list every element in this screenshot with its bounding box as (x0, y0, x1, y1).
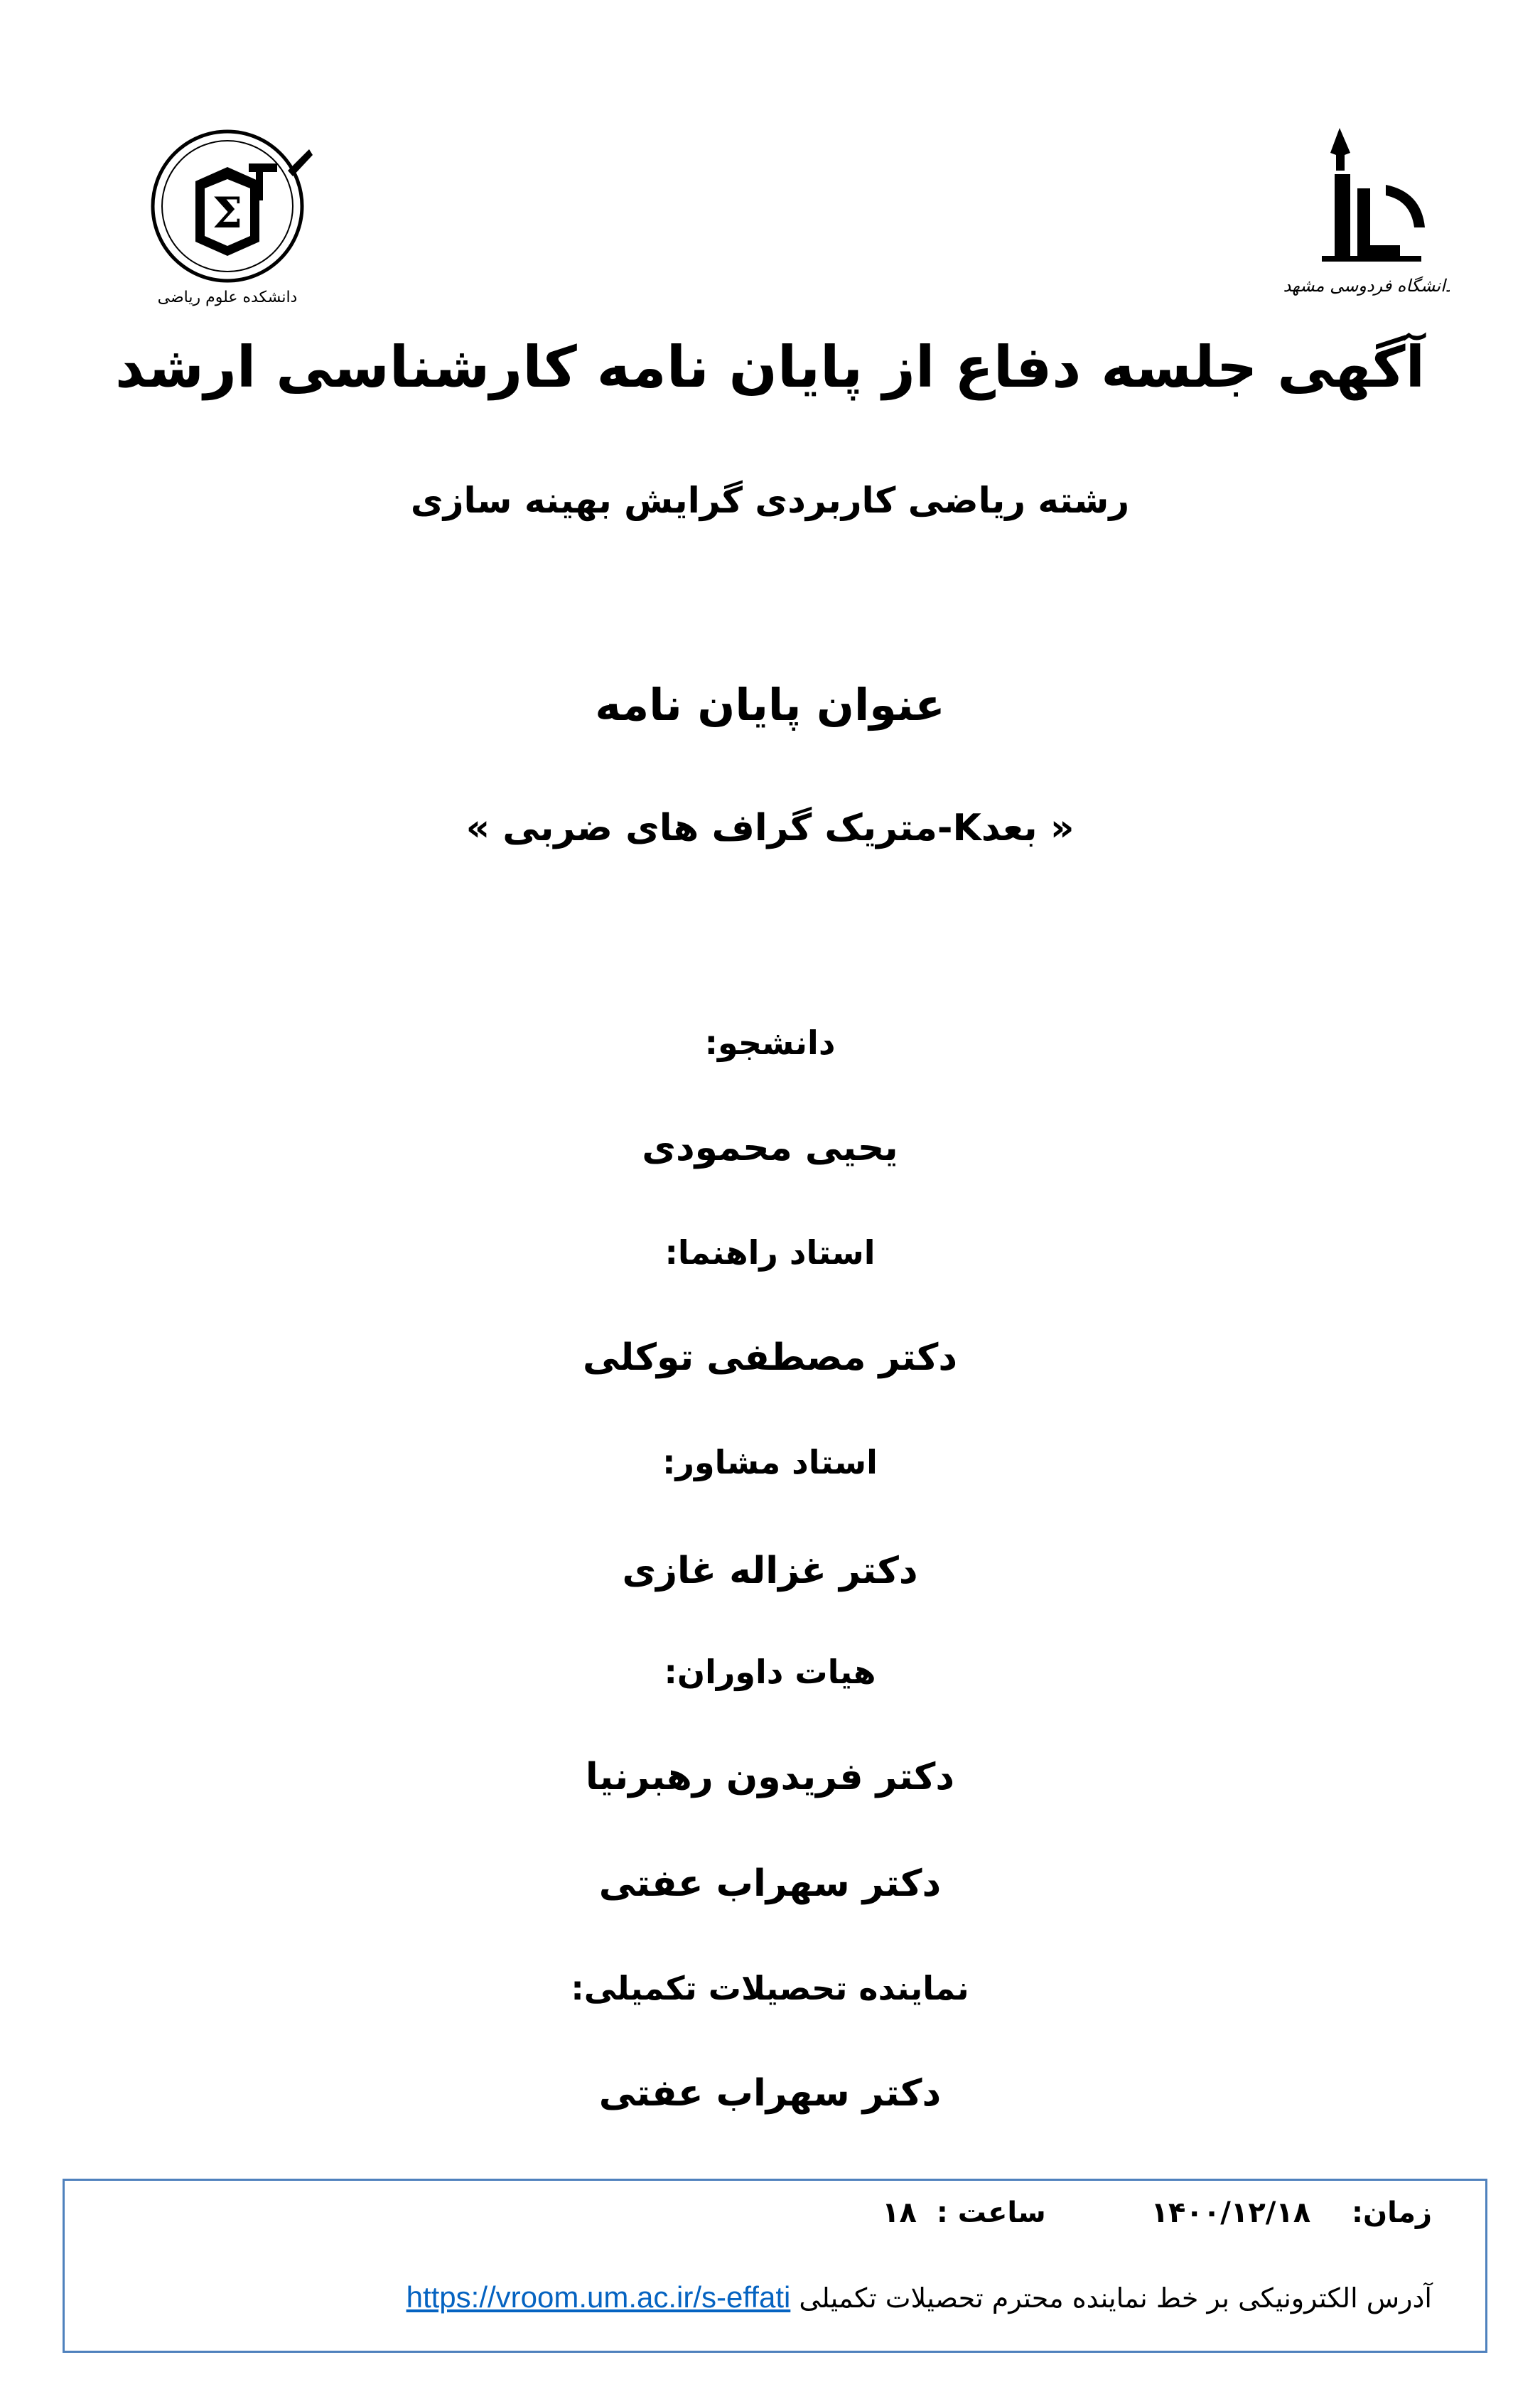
jury-member: دکتر فریدون رهبرنیا (585, 1756, 955, 1798)
advisor-label: استاد راهنما: (664, 1233, 876, 1272)
date-value: ۱۴۰۰/۱۲/۱۸ (1151, 2196, 1311, 2229)
date-label: زمان: (1352, 2196, 1432, 2229)
student-name: یحیی محمودی (642, 1127, 898, 1169)
field-of-study: رشته ریاضی کاربردی گرایش بهینه سازی (410, 480, 1130, 521)
jury-member: دکتر سهراب عفتی (598, 1862, 942, 1905)
consultant-label: استاد مشاور: (662, 1443, 878, 1481)
svg-text:Σ: Σ (212, 188, 243, 238)
faculty-logo-icon (142, 121, 327, 320)
faculty-logo-caption: دانشکده علوم ریاضی (157, 289, 298, 306)
thesis-title: « بعدK-متریک گراف های ضربی » (465, 807, 1075, 849)
time-label: ساعت : (936, 2196, 1046, 2229)
time-value: ۱۸ (882, 2196, 917, 2229)
date-time-row (882, 2196, 1432, 2229)
online-room-link[interactable]: https://vroom.um.ac.ir/s-effati (406, 2280, 791, 2314)
consultant-name: دکتر غزاله غازی (622, 1550, 918, 1592)
advisor-name: دکتر مصطفی توکلی (582, 1336, 958, 1379)
graduate-representative-name: دکتر سهراب عفتی (598, 2072, 942, 2115)
graduate-representative-label: نماینده تحصیلات تکمیلی: (571, 1969, 969, 2007)
session-info-box (63, 2179, 1487, 2353)
ferdowsi-university-logo-icon (1279, 121, 1450, 313)
address-label: آدرس الکترونیکی بر خط نماینده محترم تحصیلات تکمیلی (799, 2282, 1432, 2314)
online-address-row (406, 2280, 1432, 2314)
announcement-title: آگهی جلسه دفاع از پایان نامه کارشناسی ارشد (114, 334, 1425, 400)
thesis-title-label: عنوان پایان نامه (595, 679, 945, 731)
jury-label: هیات داوران: (664, 1653, 876, 1691)
student-label: دانشجو: (704, 1024, 836, 1062)
ferdowsi-logo-caption: دانشگاه فردوسی مشهد (1283, 276, 1450, 296)
